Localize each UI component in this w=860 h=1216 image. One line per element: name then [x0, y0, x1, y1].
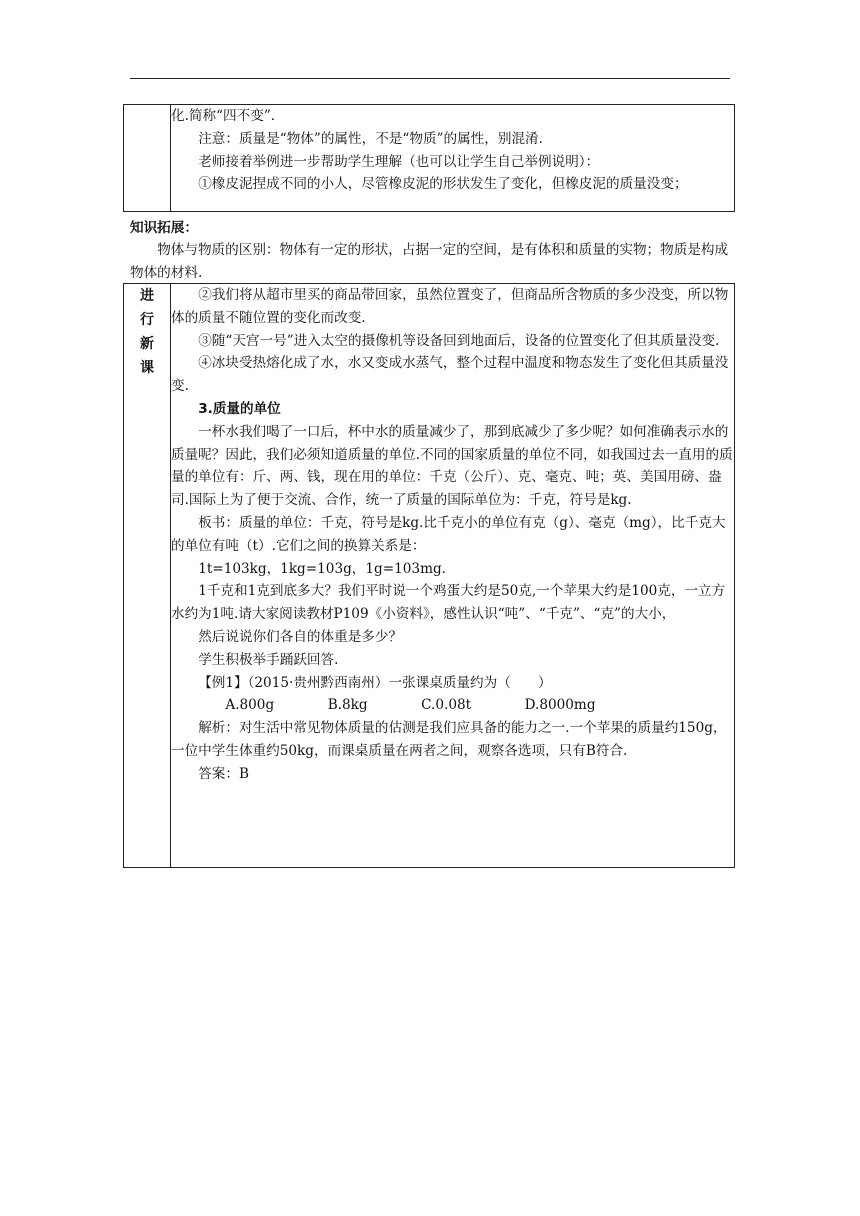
section-title: 3.质量的单位 — [198, 400, 281, 417]
lesson-table-main — [123, 283, 735, 868]
paragraph: 一杯水我们喝了一口后，杯中水的质量减少了，那到底减少了多少呢？如何准确表示水的质量呢？因此，我们必须知道质量的单位.不同的国家质量的单位不同，如我国过去一直用的质量的单位有：斤、两、钱，现在用的单位：千克（公斤）、克、毫克、吨；英、美国用磅、盎司.国际上为了便于交流、合作，统一了质量的国际单位为：千克，符号是kg. — [171, 423, 733, 509]
header-rule — [130, 78, 730, 79]
side-label-char: 课 — [140, 360, 154, 376]
paragraph: 1千克和1克到底多大？我们平时说一个鸡蛋大约是50克,一个苹果大约是100克，一立方水约为1吨.请大家阅读教材P109《小资料》，感性认识“吨”、“千克”、“克”的大小， — [171, 583, 726, 623]
paragraph: ③随“天宫一号”进入太空的摄像机等设备回到地面后，设备的位置变化了但其质量没变. — [198, 332, 720, 349]
content-cell-top — [171, 105, 735, 212]
side-label-char: 行 — [140, 312, 154, 328]
paragraph: 板书：质量的单位：千克，符号是kg.比千克小的单位有克（g）、毫克（mg），比千克大的单位有吨（t）.它们之间的换算关系是： — [171, 514, 726, 554]
option-d: D.8000mg — [524, 697, 596, 714]
option-a: A.800g — [225, 697, 275, 714]
extension-heading: 知识拓展： — [130, 220, 198, 236]
label-cell-empty — [124, 105, 171, 212]
content-cell-main — [171, 284, 735, 868]
extension-text: 物体与物质的区别：物体有一定的形状，占据一定的空间，是有体积和质量的实物；物质是构成物体的材料. — [130, 242, 729, 281]
knowledge-extension — [130, 217, 735, 284]
answer: 答案：B — [198, 765, 249, 782]
analysis: 解析：对生活中常见物体质量的估测是我们应具备的能力之一.一个苹果的质量约150g，一位中学生体重约50kg，而课桌质量在两者之间，观察各选项，只有B符合. — [171, 720, 727, 759]
option-b: B.8kg — [327, 697, 368, 714]
text-line: 老师接着举例进一步帮助学生理解（也可以让学生自己举例说明）： — [198, 153, 600, 170]
example-question: 【例1】（2015·贵州黔西南州）一张课桌质量约为（ ） — [198, 674, 552, 691]
paragraph: ④冰块受热熔化成了水，水又变成水蒸气，整个过程中温度和物态发生了变化但其质量没变. — [171, 355, 729, 395]
text-line: 化.简称“四不变”. — [171, 108, 276, 124]
side-label-cell — [124, 284, 171, 868]
side-label-char: 进 — [140, 288, 154, 304]
text-line: ①橡皮泥捏成不同的小人，尽管橡皮泥的形状发生了变化，但橡皮泥的质量没变； — [198, 176, 688, 193]
paragraph: 然后说说你们各自的体重是多少？ — [198, 628, 403, 645]
option-c: C.0.08t — [421, 697, 472, 714]
conversion-line: 1t=103kg，1kg=103g，1g=103mg. — [198, 560, 446, 577]
example-options — [171, 694, 734, 717]
side-label-char: 新 — [140, 336, 154, 352]
paragraph: 学生积极举手踊跃回答. — [198, 651, 339, 668]
paragraph: ②我们将从超市里买的商品带回家，虽然位置变了，但商品所含物质的多少没变，所以物体的质量不随位置的变化而改变. — [171, 287, 729, 326]
text-line: 注意：质量是“物体”的属性，不是“物质”的属性，别混淆. — [198, 130, 543, 147]
lesson-table-top — [123, 104, 735, 212]
